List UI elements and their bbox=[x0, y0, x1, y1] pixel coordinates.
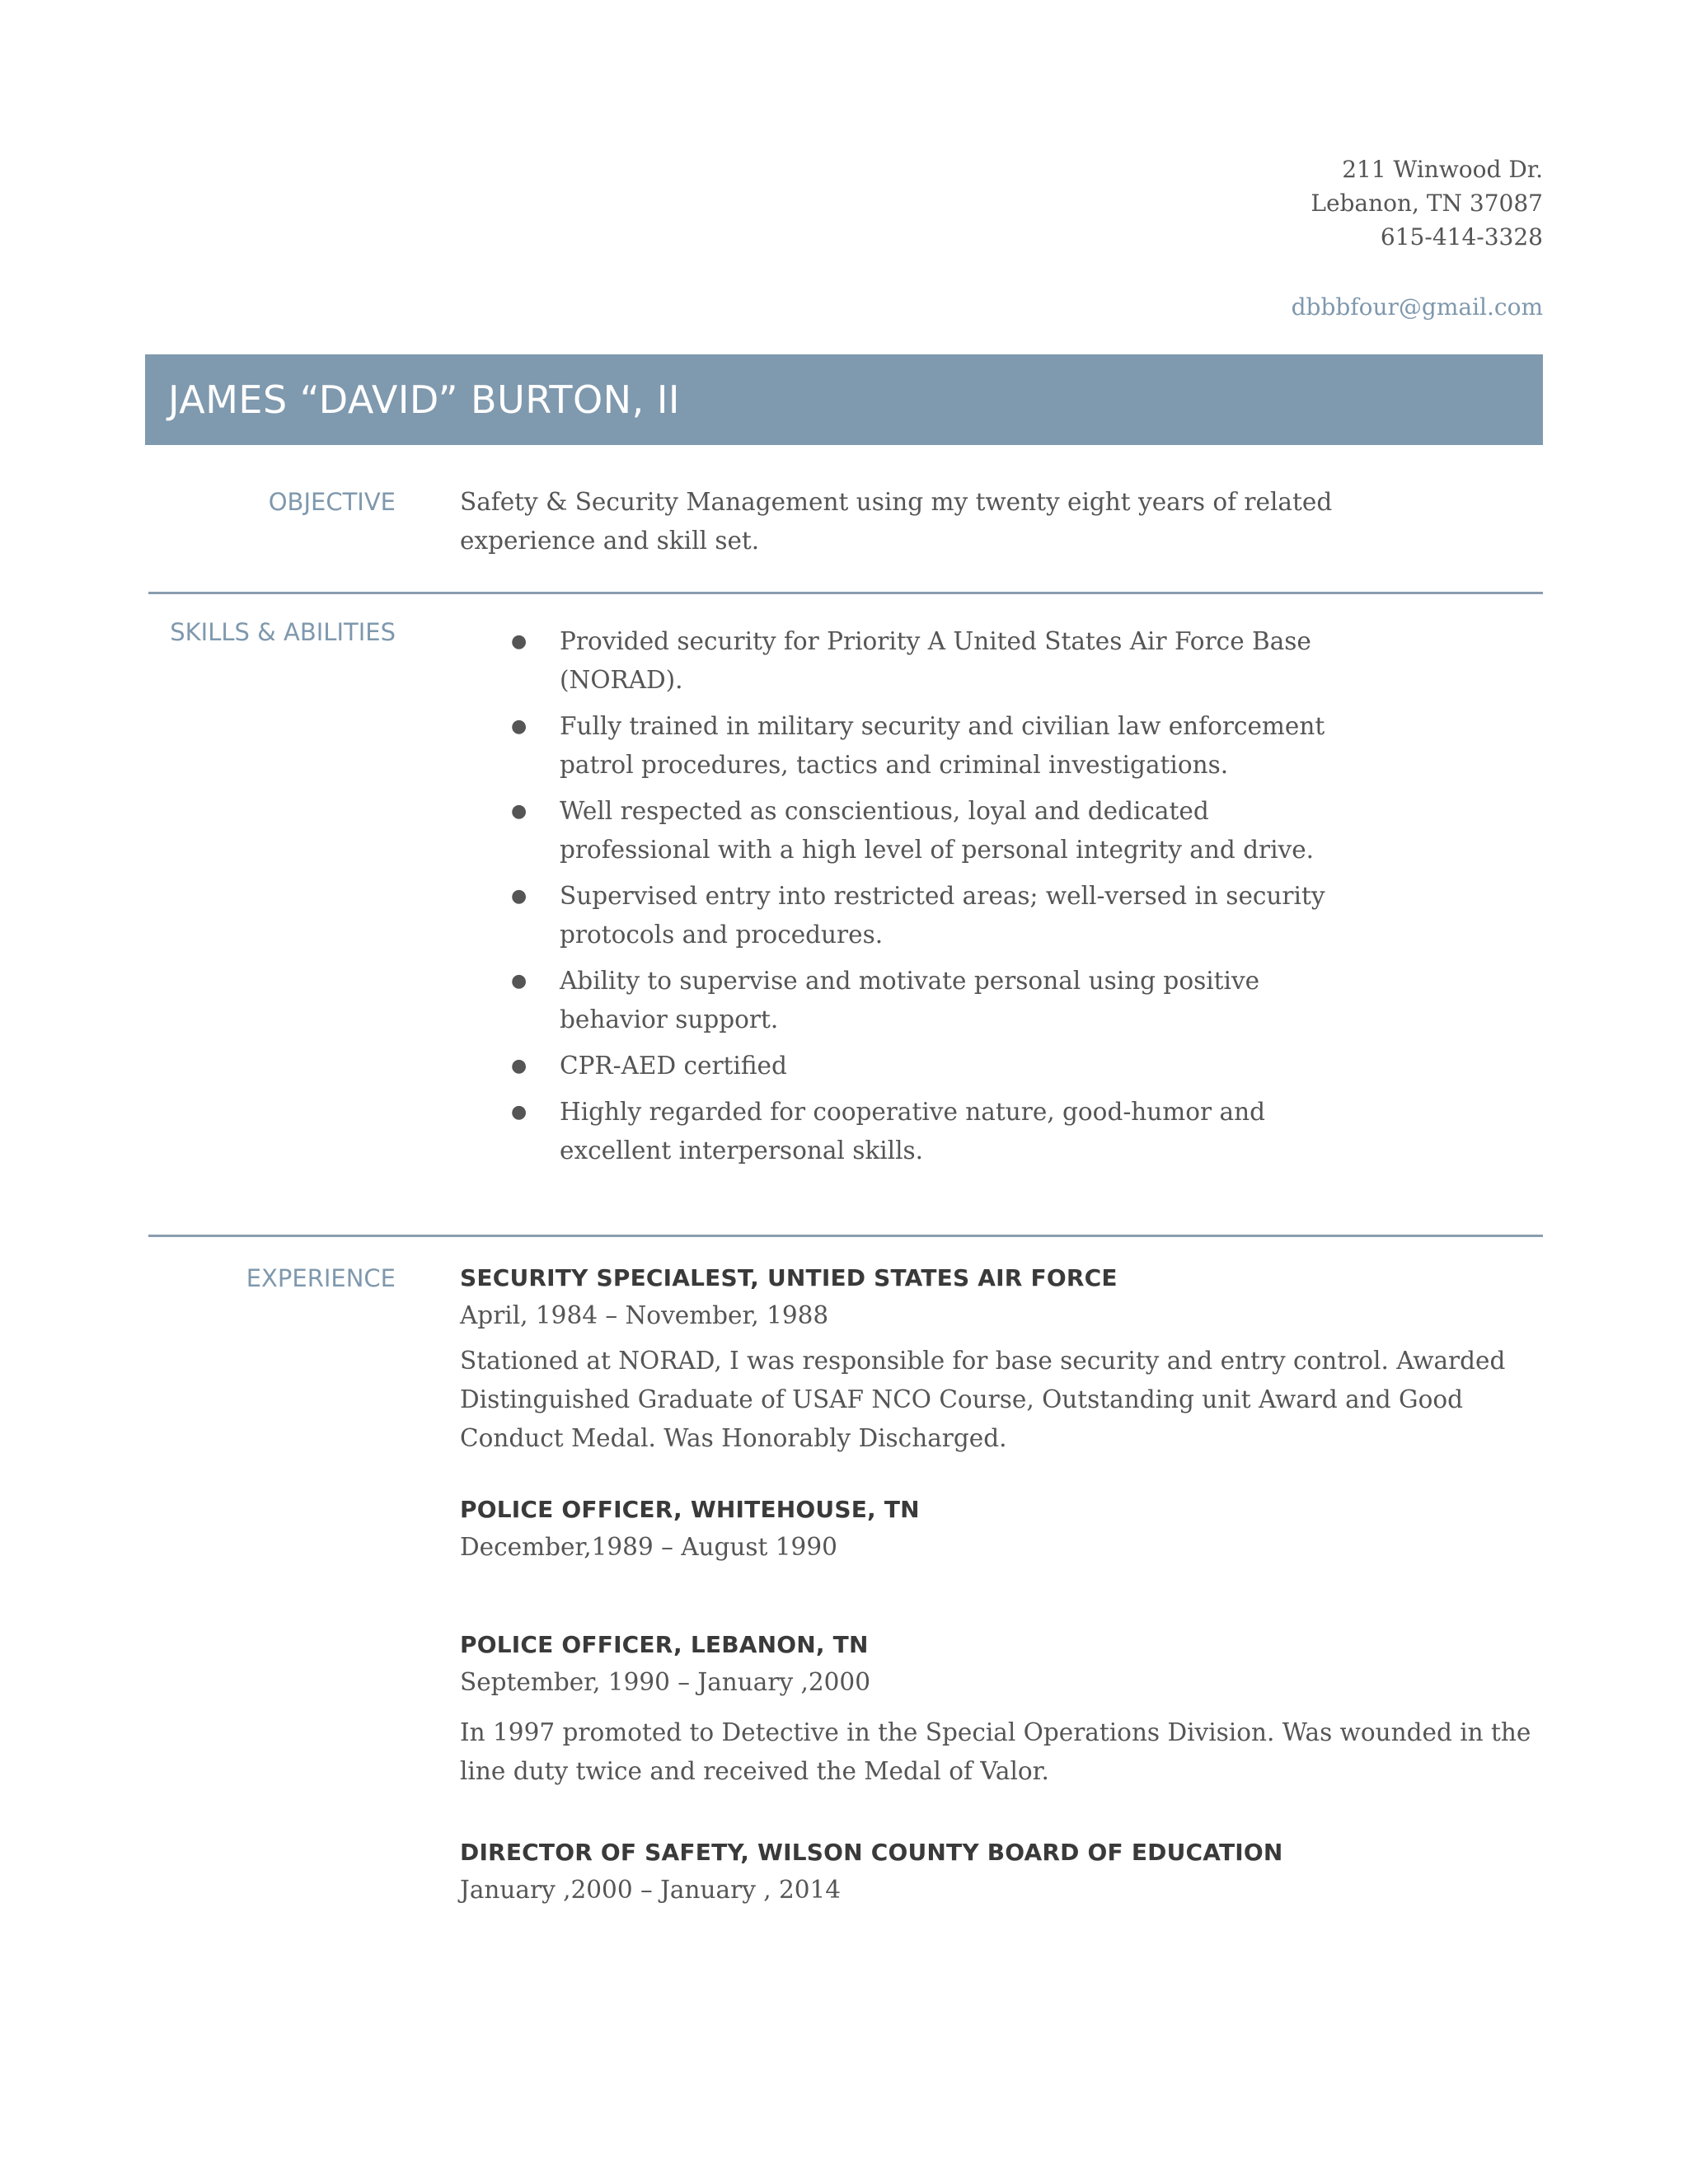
job-entry-2 bbox=[460, 1496, 1540, 1567]
objective-label: OBJECTIVE bbox=[268, 488, 396, 516]
job-title: POLICE OFFICER, LEBANON, TN bbox=[460, 1631, 869, 1658]
job-entry-4 bbox=[460, 1839, 1540, 1910]
job-dates: January ,2000 – January , 2014 bbox=[460, 1876, 842, 1904]
address-line-2: Lebanon, TN 37087 bbox=[1311, 190, 1543, 217]
skill-text: CPR-AED certified bbox=[560, 1052, 787, 1080]
name-banner bbox=[145, 354, 1543, 445]
skill-text: Fully trained in military security and civilian law enforcement patrol procedures, tactics and criminal investigations. bbox=[560, 712, 1325, 779]
skill-text: Highly regarded for cooperative nature, good-humor and excellent interpersonal skills. bbox=[560, 1098, 1265, 1165]
list-item bbox=[460, 792, 1367, 869]
contact-block bbox=[1292, 152, 1543, 324]
section-divider-2 bbox=[148, 1235, 1543, 1237]
job-dates: December,1989 – August 1990 bbox=[460, 1533, 837, 1561]
skill-text: Well respected as conscientious, loyal and dedicated professional with a high level of personal integrity and drive. bbox=[560, 797, 1315, 864]
job-title: DIRECTOR OF SAFETY, WILSON COUNTY BOARD OF EDUCATION bbox=[460, 1839, 1283, 1866]
candidate-name: JAMES “DAVID” BURTON, II bbox=[168, 377, 680, 422]
skill-text: Supervised entry into restricted areas; well-versed in security protocols and procedures. bbox=[560, 882, 1325, 949]
skills-label: SKILLS & ABILITIES bbox=[170, 618, 396, 646]
phone-number: 615-414-3328 bbox=[1380, 223, 1543, 251]
skills-list bbox=[460, 622, 1367, 1178]
job-dates: April, 1984 – November, 1988 bbox=[460, 1301, 829, 1329]
bullet-icon: ● bbox=[511, 971, 528, 991]
objective-text-line-1: Safety & Security Management using my twenty eight years of related bbox=[460, 488, 1333, 516]
bullet-icon: ● bbox=[511, 1102, 528, 1122]
job-title: SECURITY SPECIALEST, UNTIED STATES AIR FORCE bbox=[460, 1264, 1118, 1291]
list-item bbox=[460, 707, 1367, 785]
list-item bbox=[460, 622, 1367, 700]
job-title: POLICE OFFICER, WHITEHOUSE, TN bbox=[460, 1496, 920, 1523]
job-entry-1 bbox=[460, 1264, 1540, 1458]
bullet-icon: ● bbox=[511, 716, 528, 737]
email-link[interactable]: dbbbfour@gmail.com bbox=[1291, 293, 1543, 321]
list-item bbox=[460, 1093, 1367, 1170]
objective-text bbox=[460, 483, 1332, 560]
skill-text: Provided security for Priority A United States Air Force Base (NORAD). bbox=[560, 627, 1311, 694]
bullet-icon: ● bbox=[511, 631, 528, 652]
job-entry-3 bbox=[460, 1631, 1540, 1791]
list-item bbox=[460, 877, 1367, 954]
experience-label: EXPERIENCE bbox=[246, 1264, 396, 1292]
objective-text-line-2: experience and skill set. bbox=[460, 527, 760, 555]
job-description: Stationed at NORAD, I was responsible for base security and entry control. Awarded Distinguished Graduate of USAF NCO Course, Outstanding unit Award and Good Conduct Medal. Was Honorably Discharged. bbox=[460, 1347, 1506, 1452]
bullet-icon: ● bbox=[511, 886, 528, 907]
skill-text: Ability to supervise and motivate personal using positive behavior support. bbox=[560, 967, 1260, 1033]
address-line-1: 211 Winwood Dr. bbox=[1342, 156, 1543, 183]
bullet-icon: ● bbox=[511, 801, 528, 822]
job-description: In 1997 promoted to Detective in the Special Operations Division. Was wounded in the line duty twice and received the Medal of Valor. bbox=[460, 1718, 1531, 1785]
section-divider-1 bbox=[148, 592, 1543, 594]
list-item bbox=[460, 962, 1367, 1039]
bullet-icon: ● bbox=[511, 1056, 528, 1076]
list-item bbox=[460, 1047, 1367, 1085]
job-dates: September, 1990 – January ,2000 bbox=[460, 1668, 870, 1696]
